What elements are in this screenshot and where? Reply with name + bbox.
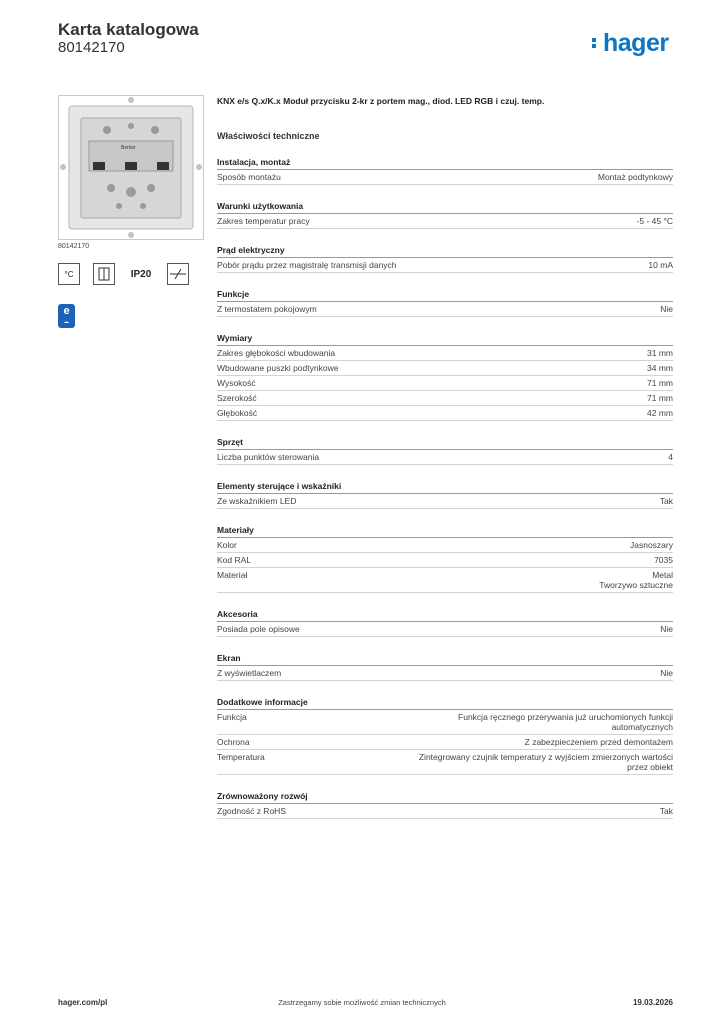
spec-row — [217, 622, 673, 637]
spec-label: Zgodność z RoHS — [217, 806, 286, 816]
spec-value: 71 mm — [647, 393, 673, 403]
spec-label: Głębokość — [217, 408, 258, 418]
spec-value: Metal Tworzywo sztuczne — [599, 570, 673, 590]
group-title: Prąd elektryczny — [217, 245, 673, 258]
spec-row — [217, 804, 673, 819]
ip20-icon: IP20 — [130, 268, 152, 280]
spec-value: 4 — [668, 452, 673, 462]
group-title: Wymiary — [217, 333, 673, 346]
spec-row — [217, 214, 673, 229]
spec-row — [217, 666, 673, 681]
footer-date: 19.03.2026 — [632, 998, 673, 1007]
group-title: Funkcje — [217, 289, 673, 302]
group-title: Ekran — [217, 653, 673, 666]
spec-group — [217, 791, 673, 819]
spec-label: Z wyświetlaczem — [217, 668, 282, 678]
eco-badge-icon: e ▬ — [58, 304, 75, 328]
spec-label: Materiał — [217, 570, 248, 580]
spec-label: Szerokość — [217, 393, 257, 403]
spec-value: Tak — [659, 806, 673, 816]
product-title: KNX e/s Q.x/K.x Moduł przycisku 2-kr z portem mag., diod. LED RGB i czuj. temp. — [217, 96, 545, 106]
spec-row — [217, 376, 673, 391]
spec-value: 31 mm — [647, 348, 673, 358]
spec-row — [217, 494, 673, 509]
spec-row — [217, 361, 673, 376]
spec-value: Nie — [660, 668, 673, 678]
spec-group — [217, 525, 673, 593]
spec-group — [217, 157, 673, 185]
spec-label: Wbudowane puszki podtynkowe — [217, 363, 339, 373]
image-caption: 80142170 — [58, 243, 90, 250]
product-code: 80142170 — [58, 39, 125, 56]
feature-icons — [58, 263, 189, 285]
page-title: Karta katalogowa — [58, 20, 199, 39]
section-title: Właściwości techniczne — [217, 131, 320, 141]
spec-value: Nie — [660, 304, 673, 314]
spec-group — [217, 609, 673, 637]
wiring-icon — [167, 263, 189, 285]
spec-value: 42 mm — [647, 408, 673, 418]
hager-logo[interactable] — [592, 28, 669, 58]
spec-value: Funkcja ręcznego przerywania już uruchomionych funkcji automatycznych — [458, 712, 673, 732]
spec-row — [217, 406, 673, 421]
spec-label: Ze wskaźnikiem LED — [217, 496, 297, 506]
spec-row — [217, 346, 673, 361]
spec-row — [217, 568, 673, 593]
spec-group — [217, 697, 673, 775]
group-title: Elementy sterujące i wskaźniki — [217, 481, 673, 494]
spec-row — [217, 450, 673, 465]
spec-label: Kod RAL — [217, 555, 252, 565]
spec-value: Z zabezpieczeniem przed demontażem — [524, 737, 673, 747]
group-title: Materiały — [217, 525, 673, 538]
spec-label: Pobór prądu przez magistralę transmisji danych — [217, 260, 397, 270]
spec-label: Posiada pole opisowe — [217, 624, 300, 634]
spec-value: -5 - 45 °C — [636, 216, 673, 226]
spec-group — [217, 481, 673, 509]
spec-group — [217, 289, 673, 317]
spec-group — [217, 653, 673, 681]
product-image — [58, 95, 204, 240]
spec-row — [217, 735, 673, 750]
spec-row — [217, 258, 673, 273]
spec-row — [217, 170, 673, 185]
image-brand-label: Berker — [121, 145, 136, 151]
group-title: Zrównoważony rozwój — [217, 791, 673, 804]
spec-label: Temperatura — [217, 752, 265, 762]
spec-label: Zakres temperatur pracy — [217, 216, 310, 226]
spec-label: Liczba punktów sterowania — [217, 452, 320, 462]
spec-label: Kolor — [217, 540, 237, 550]
spec-groups — [217, 157, 673, 819]
spec-value: Jasnoszary — [630, 540, 673, 550]
spec-label: Z termostatem pokojowym — [217, 304, 317, 314]
spec-value: Zintegrowany czujnik temperatury z wyjściem zmierzonych wartości przez obiekt — [418, 752, 673, 772]
spec-value: 10 mA — [648, 260, 673, 270]
spec-row — [217, 750, 673, 775]
spec-group — [217, 437, 673, 465]
spec-value: 71 mm — [647, 378, 673, 388]
spec-value: Tak — [659, 496, 673, 506]
spec-label: Sposób montażu — [217, 172, 281, 182]
footer-website-link[interactable]: hager.com/pl — [58, 998, 108, 1007]
spec-value: 34 mm — [647, 363, 673, 373]
spec-value: 7035 — [654, 555, 673, 565]
spec-group — [217, 245, 673, 273]
logo-text: hager — [603, 28, 669, 57]
spec-value: Montaż podtynkowy — [597, 172, 673, 182]
group-title: Dodatkowe informacje — [217, 697, 673, 710]
spec-row — [217, 391, 673, 406]
temperature-icon: °C — [58, 263, 80, 285]
spec-value: Nie — [660, 624, 673, 634]
group-title: Warunki użytkowania — [217, 201, 673, 214]
group-title: Instalacja, montaż — [217, 157, 673, 170]
spec-row — [217, 538, 673, 553]
spec-row — [217, 302, 673, 317]
group-title: Sprzęt — [217, 437, 673, 450]
module-icon — [93, 263, 115, 285]
logo-mark-icon — [592, 35, 601, 51]
spec-row — [217, 553, 673, 568]
group-title: Akcesoria — [217, 609, 673, 622]
spec-content — [217, 96, 673, 835]
spec-group — [217, 333, 673, 421]
spec-group — [217, 201, 673, 229]
spec-label: Ochrona — [217, 737, 250, 747]
spec-row — [217, 710, 673, 735]
spec-label: Wysokość — [217, 378, 256, 388]
spec-label: Zakres głębokości wbudowania — [217, 348, 336, 358]
footer-disclaimer: Zastrzegamy sobie możliwość zmian technicznych — [278, 998, 446, 1007]
spec-label: Funkcja — [217, 712, 247, 722]
